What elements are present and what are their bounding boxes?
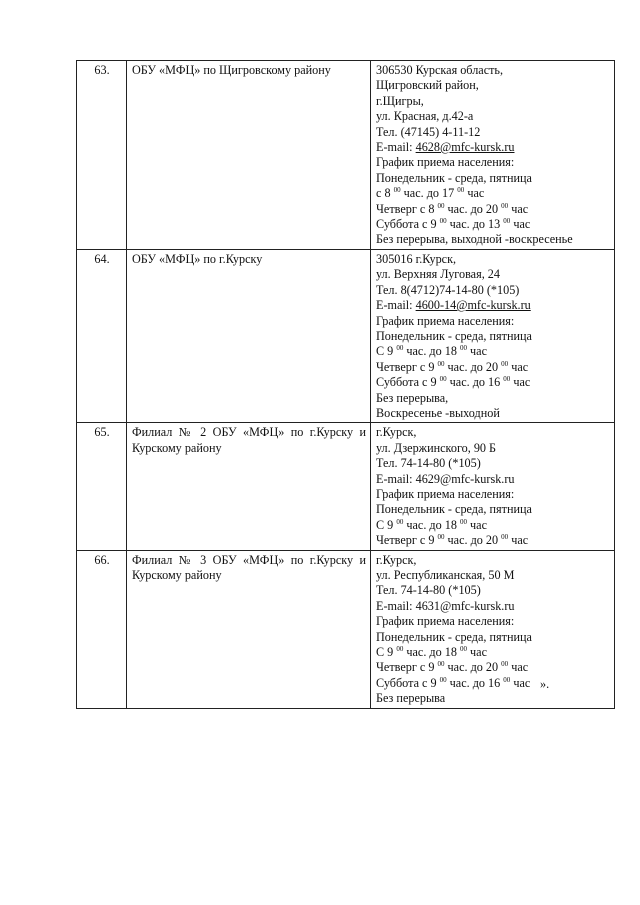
mfc-offices-table — [76, 60, 615, 709]
table-row — [77, 423, 615, 550]
office-contacts — [371, 249, 615, 422]
office-name: Филиал № 2 ОБУ «МФЦ» по г.Курску и Курскому району — [127, 423, 371, 550]
email-label: E-mail: — [376, 140, 416, 155]
schedule-title: График приема населения: — [376, 486, 515, 501]
email-label: E-mail: — [376, 598, 416, 613]
address-line: г.Курск, — [376, 425, 417, 440]
office-contacts — [371, 550, 615, 708]
email-line — [376, 140, 610, 155]
phone: Тел. 74-14-80 (*105) — [376, 583, 481, 598]
schedule-note: Воскресенье -выходной — [376, 405, 500, 420]
schedule-days: Понедельник - среда, пятница — [376, 170, 532, 185]
schedule-hours: С 9 $^{00}$ час. до 18 $^{00}$ час — [376, 517, 487, 532]
office-name: ОБУ «МФЦ» по г.Курску — [127, 249, 371, 422]
schedule-note: Без перерыва, — [376, 390, 449, 405]
email-link[interactable]: 4631@mfc-kursk.ru — [415, 598, 515, 613]
schedule-hours: Четверг с 9 $^{00}$ час. до 20 $^{00}$ час — [376, 359, 529, 374]
schedule-hours: Суббота с 9 $^{00}$ час. до 16 $^{00}$ час — [376, 675, 531, 690]
address-line: ул. Дзержинского, 90 Б — [376, 440, 497, 455]
schedule-days: Понедельник - среда, пятница — [376, 328, 532, 343]
schedule-hours: Четверг с 8 $^{00}$ час. до 20 $^{00}$ час — [376, 201, 529, 216]
closing-quote-mark: ». — [540, 677, 550, 691]
schedule-days: Понедельник - среда, пятница — [376, 629, 532, 644]
address-line: 305016 г.Курск, — [376, 251, 457, 266]
row-number: 65. — [77, 423, 127, 550]
email-line — [376, 298, 610, 313]
office-contacts — [371, 423, 615, 550]
email-line — [376, 472, 610, 487]
office-contacts — [371, 61, 615, 250]
schedule-hours: с 8 $^{00}$ час. до 17 $^{00}$ час — [376, 186, 485, 201]
table-row — [77, 550, 615, 708]
schedule-title: График приема населения: — [376, 614, 515, 629]
row-number: 63. — [77, 61, 127, 250]
phone: Тел. (47145) 4-11-12 — [376, 124, 481, 139]
office-name: Филиал № 3 ОБУ «МФЦ» по г.Курску и Курскому району — [127, 550, 371, 708]
table-row — [77, 61, 615, 250]
schedule-note: Без перерыва — [376, 691, 446, 706]
email-link[interactable]: 4600-14@mfc-kursk.ru — [415, 298, 531, 313]
address-line: г.Курск, — [376, 552, 417, 567]
address-line: г.Щигры, — [376, 93, 424, 108]
email-label: E-mail: — [376, 471, 416, 486]
schedule-hours: Суббота с 9 $^{00}$ час. до 16 $^{00}$ час — [376, 375, 531, 390]
email-link[interactable]: 4628@mfc-kursk.ru — [415, 140, 515, 155]
schedule-title: График приема населения: — [376, 313, 515, 328]
schedule-days: Понедельник - среда, пятница — [376, 502, 532, 517]
schedule-title: График приема населения: — [376, 155, 515, 170]
table-row — [77, 249, 615, 422]
schedule-hours: С 9 $^{00}$ час. до 18 $^{00}$ час — [376, 344, 487, 359]
address-line: ул. Республиканская, 50 М — [376, 568, 515, 582]
phone: Тел. 74-14-80 (*105) — [376, 456, 481, 471]
phone: Тел. 8(4712)74-14-80 (*105) — [376, 282, 520, 297]
address-line: Щигровский район, — [376, 78, 479, 93]
schedule-hours: Четверг с 9 $^{00}$ час. до 20 $^{00}$ час — [376, 660, 529, 675]
address-line: ул. Красная, д.42-а — [376, 109, 474, 124]
row-number: 64. — [77, 249, 127, 422]
email-label: E-mail: — [376, 298, 416, 313]
address-line: ул. Верхняя Луговая, 24 — [376, 267, 500, 282]
address-line: 306530 Курская область, — [376, 63, 504, 77]
email-line — [376, 599, 610, 614]
schedule-note: Без перерыва, выходной -воскресенье — [376, 232, 573, 247]
row-number: 66. — [77, 550, 127, 708]
schedule-hours: Суббота с 9 $^{00}$ час. до 13 $^{00}$ час — [376, 217, 531, 232]
schedule-hours: Четверг с 9 $^{00}$ час. до 20 $^{00}$ час — [376, 533, 529, 548]
email-link[interactable]: 4629@mfc-kursk.ru — [415, 471, 515, 486]
office-name: ОБУ «МФЦ» по Щигровскому району — [127, 61, 371, 250]
schedule-hours: С 9 $^{00}$ час. до 18 $^{00}$ час — [376, 645, 487, 660]
